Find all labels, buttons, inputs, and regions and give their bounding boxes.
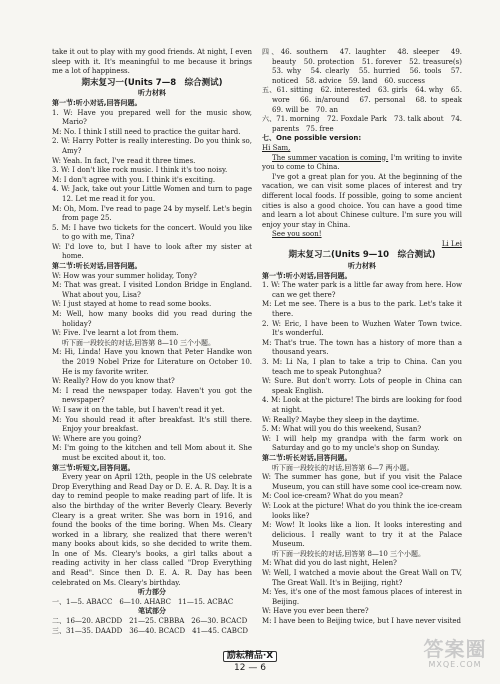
dialogue-line: M: Yes, it's one of the most famous places of interest in Beijing. xyxy=(262,588,462,606)
dialogue-line: 5. M: I have two tickets for the concert. Would you like to go with me, Tina? xyxy=(52,223,252,242)
section-1-dialogues xyxy=(262,281,462,454)
section-2-heading: 第二节:听长对话,回答问题。 xyxy=(52,262,142,271)
answer-key-line: 五、61. sitting 62. interested 63. girls 64. why 65. wore 66. in/around 67. personal 68. to speak 69. will be 70. an xyxy=(262,86,469,114)
dialogue-line: 1. W: The water park is a little far away from here. How can we get there? xyxy=(262,281,462,299)
listening-answers-heading: 听力部分 xyxy=(138,588,166,597)
listening-material-heading: 听力材料 xyxy=(138,89,166,98)
dialogue-line: W: Where are you going? xyxy=(52,434,142,443)
dialogue-line: W: I just stayed at home to read some books. xyxy=(52,300,212,309)
watermark-logo xyxy=(416,638,494,678)
dialogue-line: M: Oh, Mom. I've read to page 24 by myself. Let's begin from page 25. xyxy=(52,204,252,223)
intro-paragraph: take it out to play with my good friends. At night, I even sleep with it. It's meaningful to me because it brings me a lot of happiness. xyxy=(52,48,252,76)
dialogue-line: M: What did you do last night, Helen? xyxy=(262,559,397,568)
writing-answers-heading: 笔试部分 xyxy=(138,607,166,616)
letter-paragraph-1 xyxy=(262,154,462,173)
section-2-dialogues xyxy=(52,272,252,464)
section-1-heading: 第一节:听小对话,回答问题。 xyxy=(52,98,142,107)
section-2-dialogues xyxy=(262,464,462,627)
dialogue-line: M: Well, how many books did you read during the holiday? xyxy=(52,310,252,328)
letter-topic-sentence: The summer vacation is coming. xyxy=(272,153,389,162)
dialogue-line: W: Well, I watched a movie about the Great Wall on TV, The Great Wall. It's in Beijing, right? xyxy=(262,569,462,587)
dialogue-line: W: I saw it on the table, but I haven't read it yet. xyxy=(52,405,225,414)
page-number: 12 — 6 xyxy=(234,663,266,674)
dialogue-line: 2. W: Harry Potter is really interesting. Do you think so, Amy? xyxy=(52,137,252,155)
brand-logo: 励耘精品·X xyxy=(223,651,277,663)
letter-paragraph-1-rest: I'm writing to invite you to come to China. xyxy=(262,153,462,172)
section-1-dialogues xyxy=(52,109,252,263)
dialogue-line: M: Wow! It looks like a lion. It looks interesting and delicious. I really want to try it at the Palace Museum. xyxy=(262,521,462,549)
dialogue-line: W: Really? How do you know that? xyxy=(52,377,175,386)
section-3-heading: 第三节:听短文,回答问题。 xyxy=(52,463,135,472)
dialogue-line: W: Really? Maybe they sleep in the daytime. xyxy=(262,415,420,424)
dialogue-line: M: That was great. I visited London Bridge in England. What about you, Lisa? xyxy=(52,281,252,299)
answer-key-line: 四、46. southern 47. laughter 48. sleeper 49. beauty 50. protection 51. forever 52. treasure(s) 53. why 54. clearly 55. hurried 56. tools 57. noticed 58. advice 59. land 60. success xyxy=(262,48,469,85)
instruction-line: 听下面一段较长的对话,回答第 8—10 三个小题。 xyxy=(272,549,426,558)
letter-greeting: Hi Sam, xyxy=(262,143,291,152)
dialogue-line: 4. M: Look at the picture! The birds are looking for food at night. xyxy=(262,396,462,414)
dialogue-line: M: I have been to Beijing twice, but I have never visited xyxy=(262,617,462,626)
right-column xyxy=(262,48,469,627)
section-1-heading: 第一节:听小对话,回答问题。 xyxy=(262,271,352,280)
answer-key-line: 三、31—35. DAADD 36—40. BCACD 41—45. CABCD xyxy=(52,626,249,635)
review-one-title: 期末复习一(Units 7—8 综合测试) xyxy=(81,77,223,88)
dialogue-line: M: Hi, Linda! Have you known that Peter Handke won the 2019 Nobel Prize for Literature on October 10. He is my favorite writer. xyxy=(52,348,252,376)
answer-key-line: 六、71. morning 72. Foxdale Park 73. talk about 74. parents 75. free xyxy=(262,115,462,133)
review-two-title: 期末复习二(Units 9—10 综合测试) xyxy=(288,250,436,261)
dialogue-line: M: I'm going to the kitchen and tell Mom about it. She must be excited about it, too. xyxy=(52,444,252,462)
dialogue-line: W: Look at the picture! What do you think the ice-cream looks like? xyxy=(262,501,462,520)
listening-material-heading: 听力材料 xyxy=(348,262,376,271)
dialogue-line: M: That's true. The town has a history of more than a thousand years. xyxy=(262,338,462,357)
dialogue-line: 5. M: What will you do this weekend, Susan? xyxy=(262,425,422,434)
letter-paragraph-2: I've got a great plan for you. At the beginning of the vacation, we can visit some places of interest and try different local foods. If possible, going to some ancient cities is also a good choice. You can have a good time and learn a lot about Chinese culture. I'm sure you will enjoy your stay in China. xyxy=(262,172,462,229)
dialogue-line: M: No. I think I still need to practice the guitar hard. xyxy=(52,127,241,136)
answer-key-line: 一、1—5. ABACC 6—10. AHABC 11—15. ACBAC xyxy=(52,597,234,606)
answer-key-line: 二、16—20. ABCDD 21—25. CBBBA 26—30. BCACD xyxy=(52,617,248,626)
dialogue-line: W: The summer has gone, but if you visit the Palace Museum, you can still have some cool ice-cream now. xyxy=(262,473,462,491)
dialogue-line: W: Five. I've learnt a lot from them. xyxy=(52,329,179,338)
letter-signature: Li Lei xyxy=(441,239,462,248)
dialogue-line: W: Yeah. In fact, I've read it three times. xyxy=(52,156,196,165)
instruction-line: 听下面一段较长的对话,回答第 6—7 两小题。 xyxy=(272,463,414,472)
dialogue-line: 4. W: Jack, take out your Little Women and turn to page 12. Let me read it for you. xyxy=(52,185,252,203)
passage-text: Every year on April 12th, people in the US celebrate Drop Everything and Read Day or D. E. A. R. Day. It is a day to remind people to make reading part of life. It is also the birthday of the writer Beverly Cleary. Beverly Cleary is a great writer. She was born in 1916, and found the books of the time boring. When Ms. Cleary worked in a library, she realized that there weren't many books about kids, so she decided to write them. In one of Ms. Cleary's books, a girl talks about a reading activity in her class called "Drop Everything and Read". Since then D. E. A. R. Day has been celebrated on Ms. Cleary's birthday. xyxy=(52,473,252,587)
dialogue-line: M: I don't agree with you. I think it's exciting. xyxy=(52,175,216,184)
watermark-url: MXQE.COM xyxy=(428,660,482,669)
dialogue-line: W: How was your summer holiday, Tony? xyxy=(52,271,197,280)
dialogue-line: M: Let me see. There is a bus to the park. Let's take it there. xyxy=(262,300,462,319)
dialogue-line: M: You should read it after breakfast. It's still there. Enjoy your breakfast. xyxy=(52,415,252,434)
dialogue-line: W: Sure. But don't worry. Lots of people in China can speak English. xyxy=(262,377,462,395)
dialogue-line: W: Have you ever been there? xyxy=(262,607,369,616)
section-2-heading: 第二节:听长对话,回答问题。 xyxy=(262,453,352,462)
dialogue-line: 1. W: Have you prepared well for the music show, Mario? xyxy=(52,108,252,127)
dialogue-line: M: Cool ice-cream? What do you mean? xyxy=(262,492,403,501)
sample-writing-heading: 七、One possible version: xyxy=(262,134,362,143)
dialogue-line: 2. W: Eric, I have been to Wuzhen Water Town twice. It's wonderful. xyxy=(262,319,462,338)
left-column xyxy=(52,48,252,636)
dialogue-line: 3. M: Li Na, I plan to take a trip to China. Can you teach me to speak Putonghua? xyxy=(262,358,462,376)
dialogue-line: 3. W: I don't like rock music. I think it's too noisy. xyxy=(52,166,228,175)
dialogue-line: W: I will help my grandpa with the farm work on Saturday and go to my uncle's shop on Sunday. xyxy=(262,434,462,453)
dialogue-line: W: I'd love to, but I have to look after my sister at home. xyxy=(52,242,252,261)
letter-closing: See you soon! xyxy=(272,230,322,239)
watermark-text: 答案圈 xyxy=(423,637,487,661)
instruction-line: 听下面一段较长的对话,回答第 8—10 三个小题。 xyxy=(62,338,216,347)
dialogue-line: M: I read the newspaper today. Haven't you got the newspaper? xyxy=(52,386,252,405)
